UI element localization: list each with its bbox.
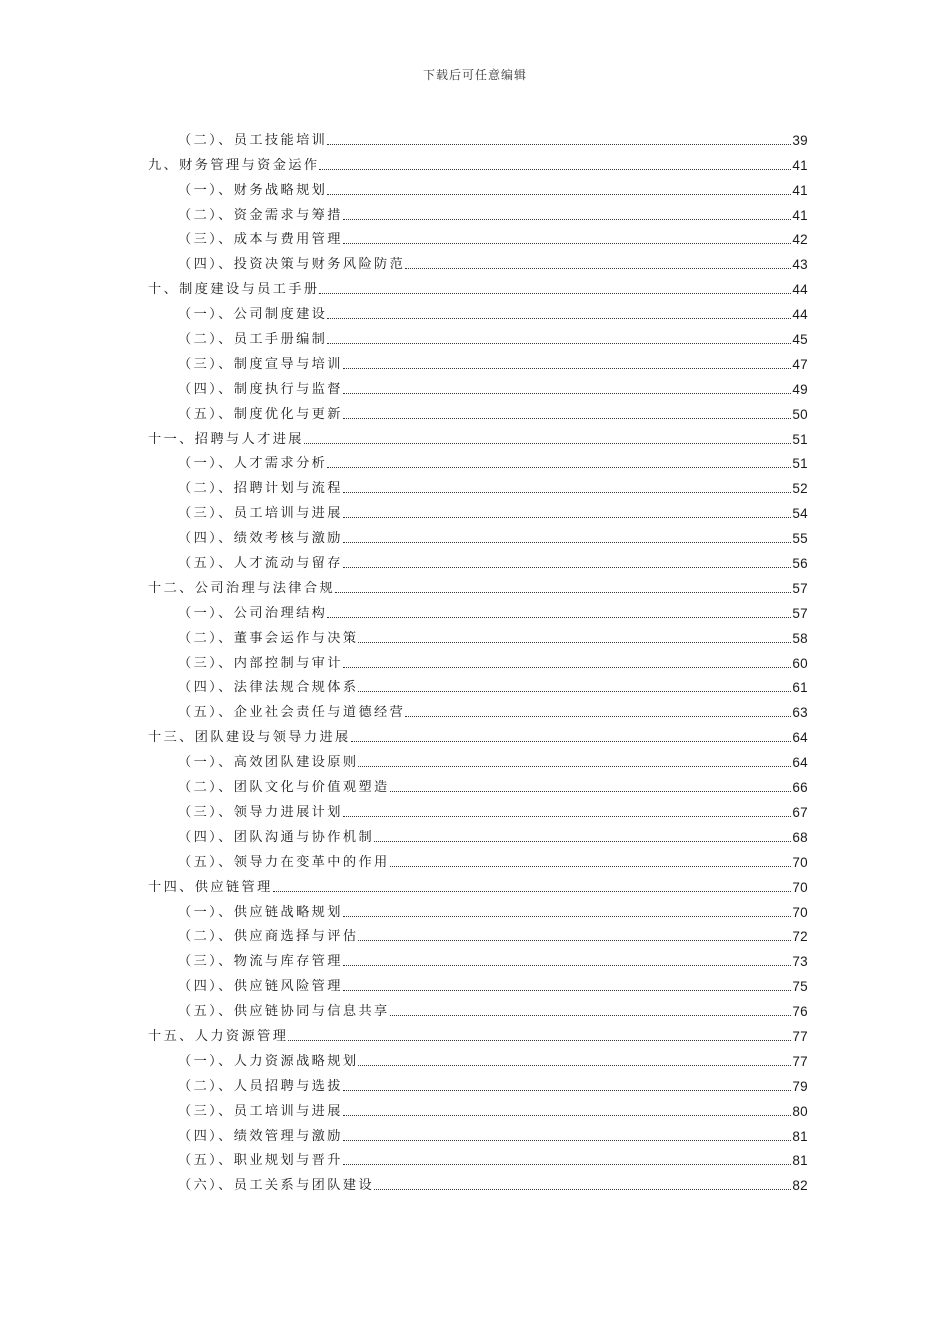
toc-entry-page-number: 82 <box>792 1178 808 1194</box>
toc-entry-title: （三）、物流与库存管理 <box>178 954 343 970</box>
toc-dot-leader <box>343 1163 792 1165</box>
toc-dot-leader <box>343 367 792 369</box>
toc-dot-leader <box>343 1139 792 1141</box>
toc-dot-leader <box>358 641 791 643</box>
toc-entry-title: （三）、员工培训与进展 <box>178 506 343 522</box>
toc-section-entry[interactable] <box>148 945 808 970</box>
toc-entry-page-number: 42 <box>792 232 808 248</box>
toc-entry-title: （五）、职业规划与晋升 <box>178 1153 343 1169</box>
toc-entry-title: （三）、制度宣导与培训 <box>178 356 343 372</box>
toc-entry-page-number: 68 <box>792 829 808 845</box>
toc-entry-title: 十四、供应链管理 <box>148 879 273 895</box>
toc-dot-leader <box>273 890 792 892</box>
toc-entry-page-number: 61 <box>792 680 808 696</box>
toc-dot-leader <box>288 1039 791 1041</box>
toc-section-entry[interactable] <box>148 199 808 224</box>
toc-section-entry[interactable] <box>148 821 808 846</box>
toc-entry-page-number: 44 <box>792 282 808 298</box>
toc-section-entry[interactable] <box>148 771 808 796</box>
toc-entry-title: （二）、团队文化与价值观塑造 <box>178 780 390 796</box>
toc-entry-page-number: 81 <box>792 1153 808 1169</box>
toc-section-entry[interactable] <box>148 970 808 995</box>
toc-section-entry[interactable] <box>148 672 808 697</box>
toc-section-entry[interactable] <box>148 597 808 622</box>
toc-entry-page-number: 47 <box>792 356 808 372</box>
toc-entry-page-number: 66 <box>792 780 808 796</box>
toc-entry-page-number: 55 <box>792 531 808 547</box>
toc-entry-title: （一）、高效团队建设原则 <box>178 755 359 771</box>
toc-entry-title: （三）、内部控制与审计 <box>178 655 343 671</box>
toc-entry-title: （四）、团队沟通与协作机制 <box>178 829 375 845</box>
toc-entry-page-number: 81 <box>792 1128 808 1144</box>
toc-entry-title: 九、财务管理与资金运作 <box>148 157 320 173</box>
toc-entry-page-number: 80 <box>792 1103 808 1119</box>
toc-chapter-entry[interactable] <box>148 572 808 597</box>
toc-section-entry[interactable] <box>148 1169 808 1194</box>
toc-entry-page-number: 77 <box>792 1053 808 1069</box>
toc-entry-page-number: 67 <box>792 804 808 820</box>
toc-section-entry[interactable] <box>148 547 808 572</box>
toc-entry-title: （六）、员工关系与团队建设 <box>178 1178 375 1194</box>
toc-dot-leader <box>405 715 791 717</box>
toc-section-entry[interactable] <box>148 522 808 547</box>
toc-dot-leader <box>319 292 791 294</box>
toc-dot-leader <box>343 541 792 543</box>
toc-section-entry[interactable] <box>148 398 808 423</box>
toc-dot-leader <box>343 815 792 817</box>
toc-entry-title: （五）、人才流动与留存 <box>178 556 343 572</box>
toc-entry-page-number: 41 <box>792 207 808 223</box>
toc-dot-leader <box>327 317 791 319</box>
toc-entry-page-number: 79 <box>792 1078 808 1094</box>
toc-entry-title: （四）、制度执行与监督 <box>178 381 343 397</box>
toc-entry-title: （一）、人才需求分析 <box>178 456 328 472</box>
toc-section-entry[interactable] <box>148 1045 808 1070</box>
toc-section-entry[interactable] <box>148 647 808 672</box>
toc-dot-leader <box>390 865 792 867</box>
toc-section-entry[interactable] <box>148 472 808 497</box>
toc-section-entry[interactable] <box>148 1120 808 1145</box>
toc-entry-title: 十二、公司治理与法律合规 <box>148 580 336 596</box>
toc-entry-page-number: 39 <box>792 132 808 148</box>
toc-dot-leader <box>335 591 791 593</box>
toc-entry-title: （一）、公司治理结构 <box>178 605 328 621</box>
toc-entry-page-number: 75 <box>792 979 808 995</box>
toc-section-entry[interactable] <box>148 1145 808 1170</box>
toc-dot-leader <box>351 740 792 742</box>
toc-section-entry[interactable] <box>148 622 808 647</box>
toc-entry-title: （二）、员工技能培训 <box>178 132 328 148</box>
toc-entry-title: （三）、成本与费用管理 <box>178 232 343 248</box>
toc-entry-title: （四）、绩效管理与激励 <box>178 1128 343 1144</box>
toc-entry-title: 十一、招聘与人才进展 <box>148 431 304 447</box>
toc-entry-title: 十、制度建设与员工手册 <box>148 282 320 298</box>
toc-chapter-entry[interactable] <box>148 871 808 896</box>
toc-dot-leader <box>304 442 792 444</box>
toc-dot-leader <box>343 989 792 991</box>
toc-entry-title: （四）、绩效考核与激励 <box>178 531 343 547</box>
toc-chapter-entry[interactable] <box>148 273 808 298</box>
toc-dot-leader <box>374 1188 791 1190</box>
toc-entry-page-number: 70 <box>792 879 808 895</box>
toc-dot-leader <box>343 242 792 244</box>
toc-entry-page-number: 52 <box>792 481 808 497</box>
toc-entry-page-number: 49 <box>792 381 808 397</box>
toc-dot-leader <box>327 193 791 195</box>
toc-section-entry[interactable] <box>148 174 808 199</box>
toc-entry-page-number: 41 <box>792 182 808 198</box>
toc-section-entry[interactable] <box>148 497 808 522</box>
toc-entry-page-number: 41 <box>792 157 808 173</box>
toc-chapter-entry[interactable] <box>148 149 808 174</box>
toc-entry-page-number: 63 <box>792 705 808 721</box>
toc-entry-page-number: 56 <box>792 556 808 572</box>
toc-entry-title: （一）、供应链战略规划 <box>178 904 343 920</box>
toc-entry-title: （四）、法律法规合规体系 <box>178 680 359 696</box>
toc-entry-title: （二）、董事会运作与决策 <box>178 630 359 646</box>
toc-dot-leader <box>390 1014 792 1016</box>
toc-entry-page-number: 50 <box>792 406 808 422</box>
toc-entry-page-number: 58 <box>792 630 808 646</box>
toc-dot-leader <box>343 392 792 394</box>
toc-entry-page-number: 44 <box>792 307 808 323</box>
toc-entry-page-number: 54 <box>792 506 808 522</box>
toc-entry-page-number: 57 <box>792 580 808 596</box>
toc-dot-leader <box>343 1089 792 1091</box>
toc-entry-title: （二）、资金需求与筹措 <box>178 207 343 223</box>
toc-dot-leader <box>390 790 792 792</box>
toc-dot-leader <box>343 491 792 493</box>
toc-entry-page-number: 57 <box>792 605 808 621</box>
toc-entry-title: 十三、团队建设与领导力进展 <box>148 730 351 746</box>
toc-entry-title: （三）、员工培训与进展 <box>178 1103 343 1119</box>
toc-dot-leader <box>358 939 791 941</box>
toc-entry-page-number: 76 <box>792 1004 808 1020</box>
toc-dot-leader <box>343 566 792 568</box>
toc-entry-title: （三）、领导力进展计划 <box>178 804 343 820</box>
toc-entry-page-number: 60 <box>792 655 808 671</box>
toc-entry-page-number: 45 <box>792 332 808 348</box>
toc-dot-leader <box>343 218 792 220</box>
page-header: 下载后可任意编辑 <box>422 68 527 82</box>
toc-section-entry[interactable] <box>148 373 808 398</box>
toc-entry-page-number: 73 <box>792 954 808 970</box>
toc-entry-page-number: 77 <box>792 1028 808 1044</box>
toc-entry-title: 十五、人力资源管理 <box>148 1028 289 1044</box>
toc-dot-leader <box>343 666 792 668</box>
table-of-contents <box>148 124 808 1194</box>
toc-entry-title: （五）、供应链协同与信息共享 <box>178 1004 390 1020</box>
toc-section-entry[interactable] <box>148 298 808 323</box>
toc-entry-page-number: 64 <box>792 755 808 771</box>
toc-entry-title: （五）、制度优化与更新 <box>178 406 343 422</box>
toc-section-entry[interactable] <box>148 348 808 373</box>
toc-entry-title: （一）、公司制度建设 <box>178 307 328 323</box>
toc-entry-title: （二）、招聘计划与流程 <box>178 481 343 497</box>
toc-entry-title: （二）、员工手册编制 <box>178 332 328 348</box>
toc-entry-page-number: 51 <box>792 456 808 472</box>
toc-entry-title: （一）、人力资源战略规划 <box>178 1053 359 1069</box>
toc-chapter-entry[interactable] <box>148 423 808 448</box>
toc-entry-page-number: 72 <box>792 929 808 945</box>
toc-dot-leader <box>374 840 791 842</box>
toc-dot-leader <box>358 690 791 692</box>
toc-section-entry[interactable] <box>148 448 808 473</box>
toc-entry-title: （四）、投资决策与财务风险防范 <box>178 257 406 273</box>
toc-entry-title: （二）、人员招聘与选拔 <box>178 1078 343 1094</box>
toc-section-entry[interactable] <box>148 224 808 249</box>
toc-entry-page-number: 51 <box>792 431 808 447</box>
toc-section-entry[interactable] <box>148 323 808 348</box>
toc-dot-leader <box>343 1114 792 1116</box>
toc-dot-leader <box>327 616 791 618</box>
toc-section-entry[interactable] <box>148 746 808 771</box>
toc-section-entry[interactable] <box>148 896 808 921</box>
toc-dot-leader <box>343 516 792 518</box>
toc-entry-page-number: 70 <box>792 904 808 920</box>
toc-section-entry[interactable] <box>148 1070 808 1095</box>
toc-entry-title: （一）、财务战略规划 <box>178 182 328 198</box>
toc-dot-leader <box>343 964 792 966</box>
toc-entry-page-number: 43 <box>792 257 808 273</box>
toc-entry-page-number: 64 <box>792 730 808 746</box>
toc-dot-leader <box>319 168 791 170</box>
toc-chapter-entry[interactable] <box>148 721 808 746</box>
toc-dot-leader <box>327 342 791 344</box>
toc-dot-leader <box>343 915 792 917</box>
toc-dot-leader <box>358 765 791 767</box>
toc-section-entry[interactable] <box>148 1095 808 1120</box>
toc-dot-leader <box>343 417 792 419</box>
toc-dot-leader <box>327 466 791 468</box>
toc-section-entry[interactable] <box>148 846 808 871</box>
toc-entry-title: （二）、供应商选择与评估 <box>178 929 359 945</box>
toc-section-entry[interactable] <box>148 921 808 946</box>
toc-entry-title: （五）、企业社会责任与道德经营 <box>178 705 406 721</box>
toc-entry-title: （五）、领导力在变革中的作用 <box>178 854 390 870</box>
toc-dot-leader <box>358 1064 791 1066</box>
toc-dot-leader <box>405 267 791 269</box>
toc-entry-page-number: 70 <box>792 854 808 870</box>
toc-entry-title: （四）、供应链风险管理 <box>178 979 343 995</box>
toc-section-entry[interactable] <box>148 995 808 1020</box>
toc-section-entry[interactable] <box>148 124 808 149</box>
toc-section-entry[interactable] <box>148 796 808 821</box>
toc-chapter-entry[interactable] <box>148 1020 808 1045</box>
toc-dot-leader <box>327 143 791 145</box>
toc-section-entry[interactable] <box>148 696 808 721</box>
toc-section-entry[interactable] <box>148 248 808 273</box>
